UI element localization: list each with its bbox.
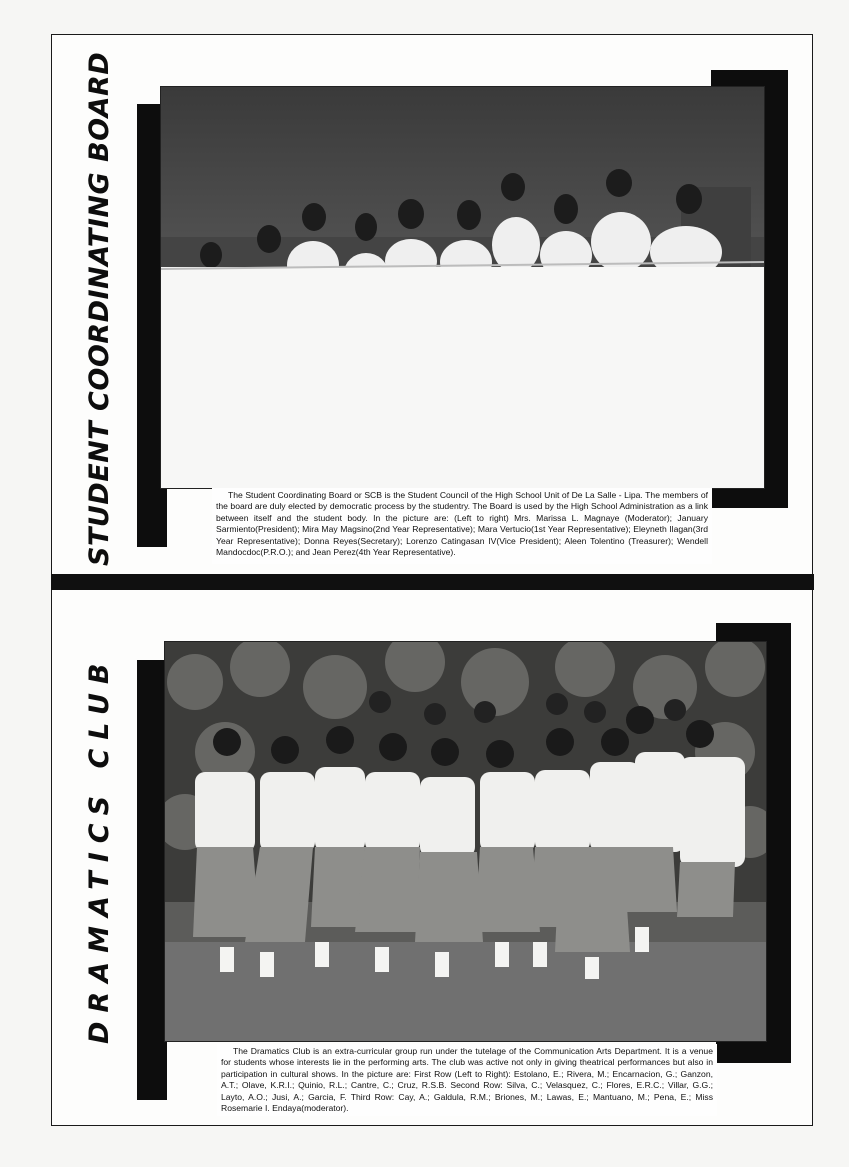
group-photo-icon — [161, 87, 764, 488]
section-divider — [51, 574, 814, 590]
dramatics-group-photo — [164, 641, 767, 1042]
dramatics-caption-text: The Dramatics Club is an extra-curricular group run under the tutelage of the Communication Arts Department. It is a venue for students whose interests lie in the performing arts. The club was active not only in giving theatrical performances but also in participation in cultural shows. In the picture are: First Row (Left to Right): Estolano, E.; Rivera, M.; Encarnacion, G.; Ganzon, A.T.; Olave, K.R.I.; Quinio, R.L.; Cantre, C.; Cruz, R.S.B. Second Row: Silva, C.; Velasquez, C.; Flores, E.R.C.; Villar, G.G.; Layto, A.O.; Jusi, A.; Garcia, F. Third Row: Cay, A.; Galdula, R.M.; Briones, M.; Lawas, E.; Mantuano, M.; Pena, E.; Miss Rosemarie I. Endaya(moderator). — [221, 1046, 713, 1114]
dramatics-title: DRAMATICS CLUB — [84, 654, 115, 1044]
group-photo-icon — [165, 642, 766, 1041]
dramatics-photo-shadow-left — [137, 660, 167, 1100]
scb-title: STUDENT COORDINATING BOARD — [84, 51, 115, 566]
scb-group-photo — [160, 86, 765, 489]
dramatics-caption — [217, 1044, 717, 1116]
scb-caption — [212, 488, 712, 564]
scb-caption-text: The Student Coordinating Board or SCB is the Student Council of the High School Unit of De La Salle - Lipa. The members of the board are duly elected by democratic process by the studentry. The Board is used by the High School Administration as a link between itself and the student body. In the picture are: (Left to right) Mrs. Marissa L. Magnaye (Moderator); January Sarmiento(President); Mira May Magsino(2nd Year Representative); Mara Vertucio(1st Year Representative); Eleyneth Ilagan(3rd Year Representative); Donna Reyes(Secretary); Lorenzo Catingasan IV(Vice President); Aleen Tolentino (Treasurer); Wendell Mandocdoc(P.R.O.); and Jean Perez(4th Year Representative). — [216, 490, 708, 558]
